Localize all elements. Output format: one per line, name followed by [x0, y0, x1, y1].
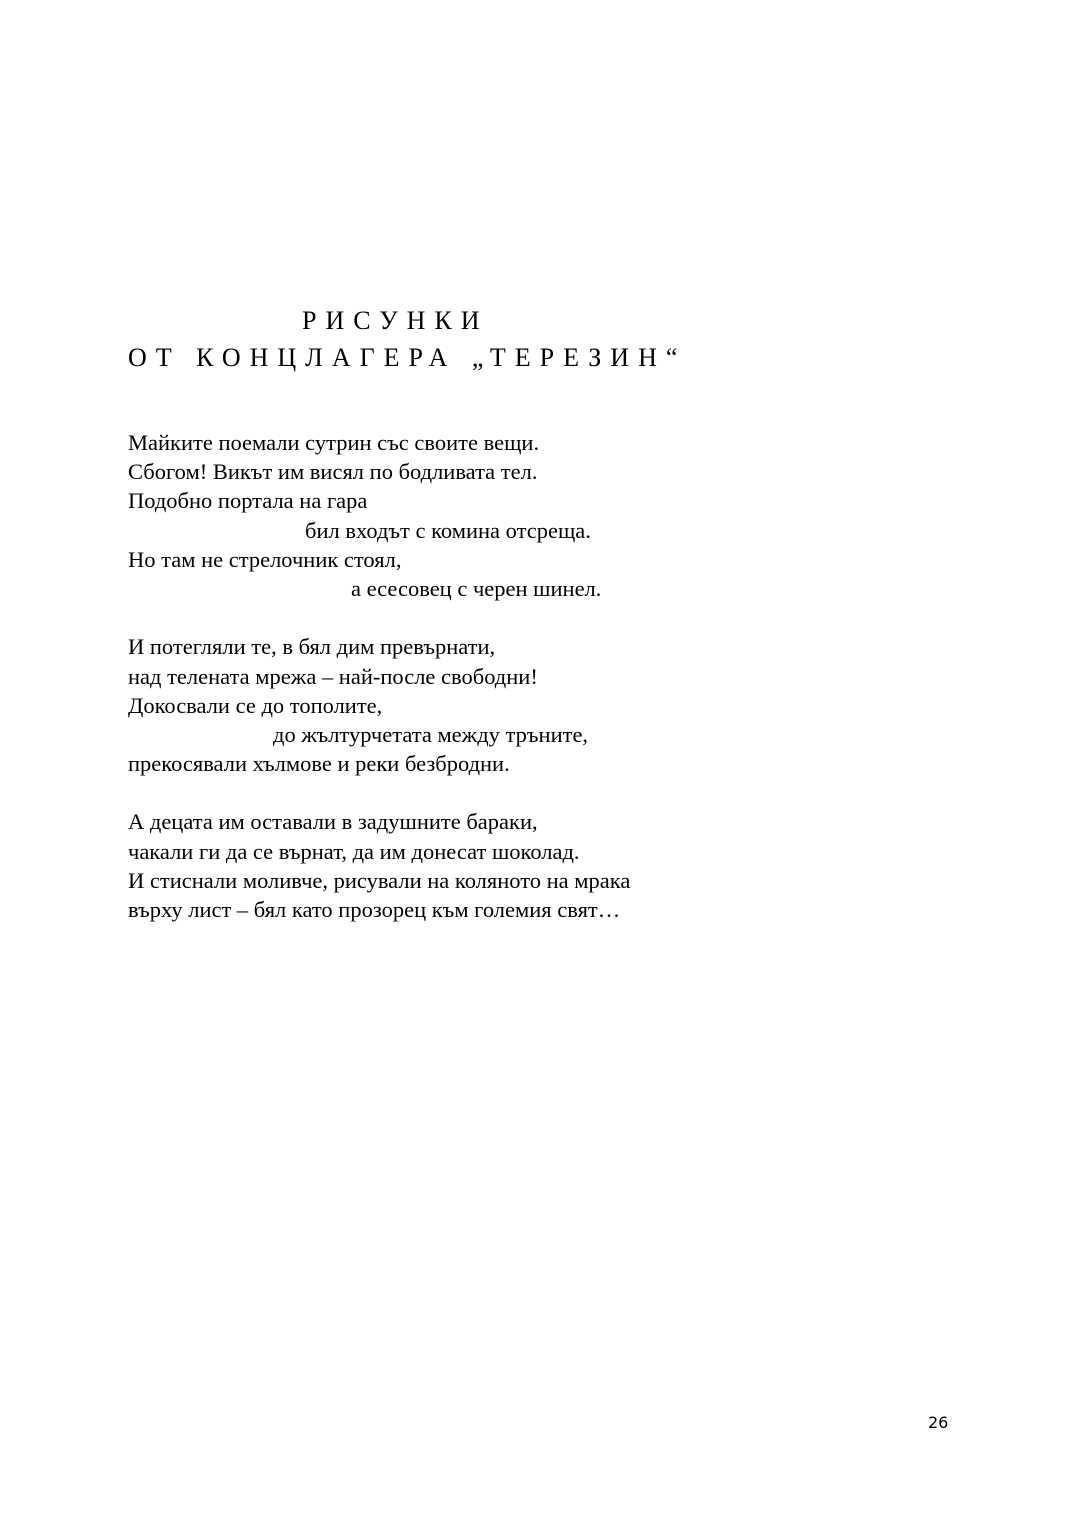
- poem-line: Сбогом! Викът им висял по бодливата тел.: [128, 459, 538, 485]
- stanza-1: [128, 428, 768, 603]
- poem-line: Но там не стрелочник стоял,: [128, 546, 402, 572]
- poem-line-indented: бил входът с комина отсреща.: [305, 517, 591, 543]
- poem-line: И стиснали моливче, рисували на коляното на мрака: [128, 867, 631, 893]
- stanza-2: [128, 632, 768, 778]
- title-line-1: РИСУНКИ: [302, 306, 489, 335]
- stanza-3: [128, 807, 768, 924]
- poem-line: Майките поемали сутрин със своите вещи.: [128, 430, 540, 455]
- poem-body: [128, 428, 768, 924]
- poem-line: чакали ги да се върнат, да им донесат шоколад.: [128, 838, 580, 864]
- poem-line: И потегляли те, в бял дим превърнати,: [128, 634, 496, 660]
- poem-line: върху лист – бял като прозорец към големия свят…: [128, 897, 621, 922]
- poem-line: Докосвали се до тополите,: [128, 692, 383, 718]
- poem-line-indented: а есесовец с черен шинел.: [351, 575, 602, 601]
- page-number: 26: [928, 1413, 949, 1432]
- poem-line: А децата им оставали в задушните бараки,: [128, 809, 538, 835]
- title-line-2: ОТ КОНЦЛАГЕРА „ТЕРЕЗИН“: [128, 343, 687, 372]
- poem-line: прекосявали хълмове и реки безбродни.: [128, 751, 510, 777]
- poem-line-indented: до жълтурчетата между тръните,: [273, 721, 589, 747]
- poem-line: Подобно портала на гара: [128, 488, 368, 514]
- poem-line: над телената мрежа – най-после свободни!: [128, 663, 538, 689]
